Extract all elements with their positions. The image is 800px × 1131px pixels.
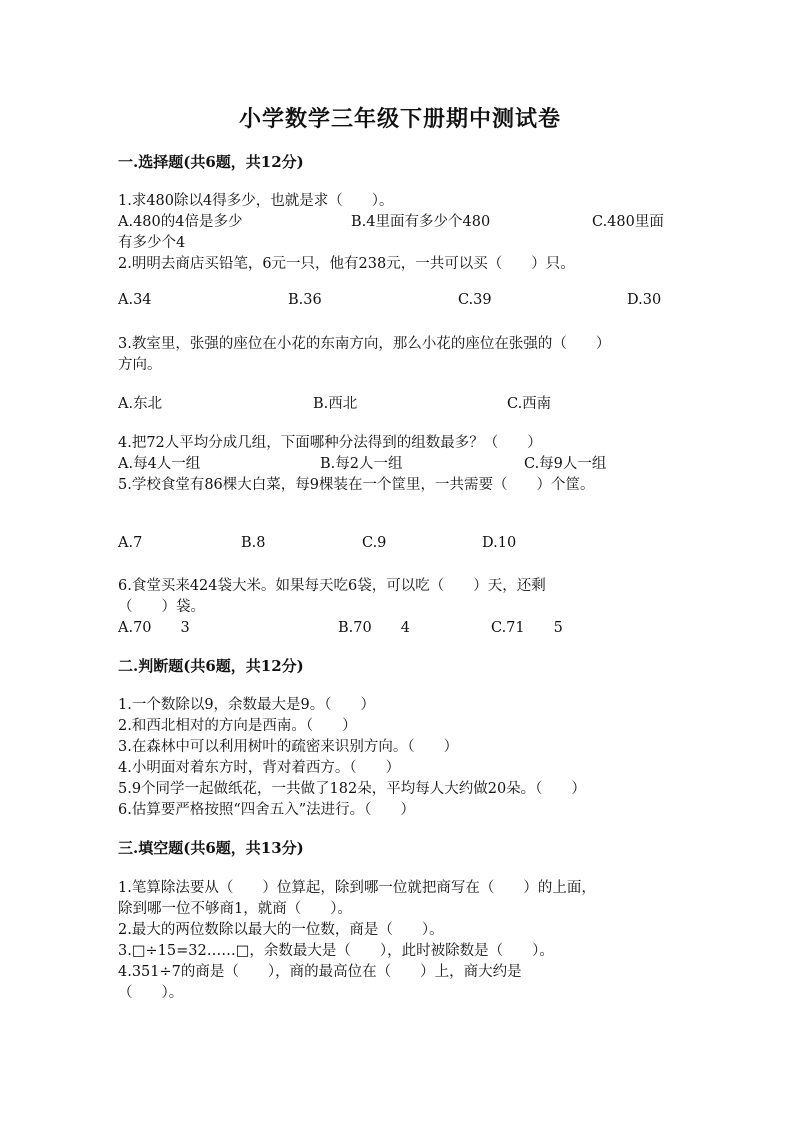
option-a: A.每4人一组 xyxy=(118,456,201,472)
question-stem: 4.把72人平均分成几组，下面哪种分法得到的组数最多？（ ） xyxy=(118,435,542,451)
option-a: A.7 xyxy=(118,535,143,551)
question-stem-wrap: 方向。 xyxy=(118,357,162,373)
question-stem: 5.学校食堂有86棵大白菜，每9棵装在一个筐里，一共需要（ ）个筐。 xyxy=(118,477,595,493)
question-stem: 2.明明去商店买铅笔，6元一只，他有238元，一共可以买（ ）只。 xyxy=(118,256,575,272)
option-a: A.480的4倍是多少 xyxy=(118,214,243,230)
question-stem: 6.食堂买来424袋大米。如果每天吃6袋，可以吃（ ）天，还剩 xyxy=(118,578,546,594)
fill-blank-item: 4.351÷7的商是（ ），商的最高位在（ ）上，商大约是 xyxy=(118,964,522,980)
option-a: A.东北 xyxy=(118,396,163,412)
judgement-item: 1.一个数除以9，余数最大是9。（ ） xyxy=(118,697,376,713)
option-c: C.9 xyxy=(362,535,387,551)
question-stem: 1.求480除以4得多少，也就是求（ ）。 xyxy=(118,193,394,209)
option-c: C.480里面 xyxy=(592,214,664,230)
judgement-item: 5.9个同学一起做纸花，一共做了182朵，平均每人大约做20朵。（ ） xyxy=(118,781,586,797)
option-b: B.8 xyxy=(241,535,266,551)
option-b: B.70 4 xyxy=(338,620,410,636)
judgement-item: 4.小明面对着东方时，背对着西方。（ ） xyxy=(118,760,401,776)
option-c: C.39 xyxy=(458,292,492,308)
fill-blank-item: 3.□÷15=32……□，余数最大是（ ），此时被除数是（ ）。 xyxy=(118,943,554,959)
page-title: 小学数学三年级下册期中测试卷 xyxy=(238,106,561,132)
option-b: B.36 xyxy=(288,292,322,308)
option-c: C.71 5 xyxy=(491,620,563,636)
option-a: A.34 xyxy=(118,292,152,308)
option-b: B.4里面有多少个480 xyxy=(351,214,491,230)
fill-blank-item-wrap: 除到哪一位不够商1，就商（ ）。 xyxy=(118,901,352,917)
question-stem-wrap: （ ）袋。 xyxy=(118,599,205,615)
option-d: D.10 xyxy=(482,535,517,551)
section-heading-judgement: 二.判断题(共6题，共12分) xyxy=(118,657,304,675)
judgement-item: 3.在森林中可以利用树叶的疏密来识别方向。（ ） xyxy=(118,739,459,755)
judgement-item: 2.和西北相对的方向是西南。（ ） xyxy=(118,718,357,734)
section-heading-fill-blank: 三.填空题(共6题，共13分) xyxy=(118,839,304,857)
option-b: B.每2人一组 xyxy=(320,456,403,472)
option-a: A.70 3 xyxy=(118,620,190,636)
option-c: C.西南 xyxy=(507,396,552,412)
option-b: B.西北 xyxy=(313,396,358,412)
judgement-item: 6.估算要严格按照“四舍五入”法进行。（ ） xyxy=(118,802,415,818)
section-heading-choice: 一.选择题(共6题，共12分) xyxy=(118,153,304,171)
fill-blank-item: 2.最大的两位数除以最大的一位数，商是（ ）。 xyxy=(118,922,444,938)
option-d: D.30 xyxy=(627,292,662,308)
question-stem: 3.教室里，张强的座位在小花的东南方向，那么小花的座位在张强的（ ） xyxy=(118,336,611,352)
option-wrap: 有多少个4 xyxy=(118,235,186,251)
fill-blank-item: 1.笔算除法要从（ ）位算起，除到哪一位就把商写在（ ）的上面， xyxy=(118,880,596,896)
fill-blank-item-wrap: （ ）。 xyxy=(118,985,184,1001)
option-c: C.每9人一组 xyxy=(524,456,607,472)
